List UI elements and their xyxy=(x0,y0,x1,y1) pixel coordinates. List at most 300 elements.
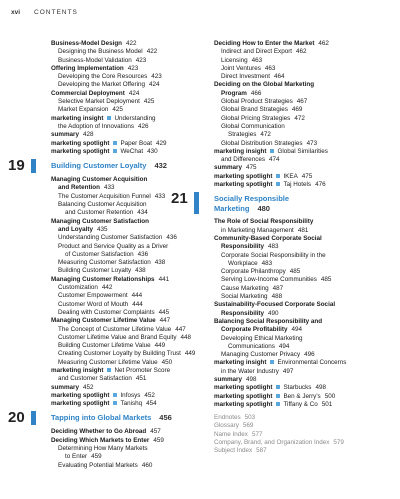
entry-text: Responsibility xyxy=(221,243,265,251)
page-number: 467 xyxy=(296,98,308,106)
page-number: 577 xyxy=(251,430,263,438)
feature-entry[interactable] xyxy=(214,148,386,156)
back-matter-entry[interactable] xyxy=(214,431,386,439)
page-number: 425 xyxy=(112,106,123,114)
page-number: 579 xyxy=(333,439,344,447)
entry-text: Creating Customer Loyalty by Building Trust xyxy=(58,350,181,358)
feature-entry[interactable] xyxy=(214,384,386,392)
entry-text: Selective Market Deployment xyxy=(58,98,140,106)
entry-text: summary xyxy=(51,131,80,139)
entry-text: Global Product Strategies xyxy=(221,98,293,106)
toc-entry[interactable] xyxy=(214,106,386,114)
page-number: 430 xyxy=(147,147,158,155)
toc-entry[interactable] xyxy=(51,267,193,275)
entry-text: Designing the Business Model xyxy=(58,48,143,56)
feature-entry[interactable] xyxy=(214,181,386,189)
feature-marker: marketing insight xyxy=(214,147,267,155)
toc-entry[interactable] xyxy=(51,48,193,56)
page-number: 448 xyxy=(180,333,192,341)
toc-entry[interactable] xyxy=(51,90,193,98)
page-number: 423 xyxy=(135,56,147,64)
toc-entry-continuation[interactable] xyxy=(214,156,386,164)
chapter-title-link[interactable] xyxy=(51,162,167,170)
feature-marker: marketing spotlight xyxy=(51,147,110,155)
page-number: 449 xyxy=(154,342,166,350)
entry-text: Tiffany & Co xyxy=(283,400,318,408)
entry-text: Cause Marketing xyxy=(221,284,269,292)
toc-entry-continuation[interactable] xyxy=(51,226,193,234)
entry-text: Responsibility xyxy=(221,309,265,317)
chapter-title-link[interactable] xyxy=(214,194,344,213)
square-bullet-icon xyxy=(276,385,280,389)
entry-text: Dealing with Customer Complaints xyxy=(58,308,155,316)
entry-text: Endnotes xyxy=(214,414,241,422)
page-number: 429 xyxy=(155,139,167,147)
chapter-title: Building Customer Loyalty xyxy=(51,161,147,171)
entry-text: of Customer Satisfaction xyxy=(65,250,134,258)
entry-text: Measuring Customer Satisfaction xyxy=(58,259,151,267)
toc-entry[interactable] xyxy=(51,428,193,436)
toc-entry[interactable] xyxy=(214,285,386,293)
entry-text: Starbucks xyxy=(283,384,312,392)
toc-entry-continuation[interactable] xyxy=(51,453,193,461)
feature-marker: marketing spotlight xyxy=(51,391,110,399)
entry-text: Measuring Customer Lifetime Value xyxy=(58,358,158,366)
page-number: 434 xyxy=(137,209,148,217)
page-number: 452 xyxy=(144,391,155,399)
entry-text: Program xyxy=(221,89,247,97)
toc-entry-continuation[interactable] xyxy=(214,260,386,268)
chapter-number: 19 xyxy=(8,157,25,175)
entry-text: Global Brand Strategies xyxy=(221,106,288,114)
page-number: 472 xyxy=(294,114,305,122)
page-number: 463 xyxy=(251,56,263,64)
page-number: 497 xyxy=(282,367,294,375)
feature-marker: marketing spotlight xyxy=(214,181,273,189)
chapter-heading xyxy=(8,409,193,427)
toc-entry[interactable] xyxy=(214,48,386,56)
page-number: 450 xyxy=(161,358,173,366)
page-number: 435 xyxy=(97,225,108,233)
entry-text: IKEA xyxy=(283,172,298,180)
page-number: 488 xyxy=(271,293,283,301)
toc-entry[interactable] xyxy=(51,326,193,334)
feature-marker: marketing insight xyxy=(51,366,104,374)
entry-text: and Customer Retention xyxy=(65,209,134,217)
page-number: 498 xyxy=(315,384,326,392)
page-number: 433 xyxy=(154,192,166,200)
chapter-heading xyxy=(171,190,386,216)
summary-entry[interactable] xyxy=(214,164,386,172)
entry-text: Managing Customer Lifetime Value xyxy=(51,317,156,325)
page-number: 480 xyxy=(257,203,270,213)
page-number: 424 xyxy=(149,81,160,89)
feature-entry[interactable] xyxy=(214,359,386,367)
entry-text: Customer Word of Mouth xyxy=(58,300,129,308)
entry-text: Determining How Many Markets xyxy=(58,445,148,453)
toc-entry[interactable] xyxy=(51,317,193,325)
entry-text: Managing Customer Privacy xyxy=(221,351,301,359)
entry-text: Corporate Social Responsibility in the xyxy=(221,251,326,259)
entry-text: Tanishq xyxy=(120,400,143,408)
entry-text: Global Distribution Strategies xyxy=(221,139,303,147)
entry-text: The Concept of Customer Lifetime Value xyxy=(58,325,172,333)
entry-text: Corporate Profitability xyxy=(221,326,288,334)
entry-text: The Role of Social Responsibility xyxy=(214,218,314,226)
entry-text: Building Customer Lifetime Value xyxy=(58,342,151,350)
toc-entry[interactable] xyxy=(214,318,386,326)
toc-entry[interactable] xyxy=(51,176,193,184)
entry-text: and Differences xyxy=(221,156,265,164)
feature-marker: marketing spotlight xyxy=(214,392,273,400)
page-number: 503 xyxy=(244,414,256,422)
square-bullet-icon xyxy=(276,182,280,186)
page-number: 425 xyxy=(143,98,155,106)
toc-entry[interactable] xyxy=(51,259,193,267)
page-number: 422 xyxy=(146,48,158,56)
entry-text: Direct Investment xyxy=(221,73,270,81)
entry-text: to Enter xyxy=(65,453,88,461)
page-number: 485 xyxy=(289,268,301,276)
page-header xyxy=(11,9,78,21)
page-number: 500 xyxy=(324,392,336,400)
entry-text: Workplace xyxy=(228,259,258,267)
toc-entry[interactable] xyxy=(51,334,193,342)
entry-text: Market Expansion xyxy=(58,106,109,114)
toc-entry[interactable] xyxy=(214,252,386,260)
chapter-color-bar xyxy=(194,192,199,214)
page-number: 444 xyxy=(131,292,143,300)
back-matter-entry[interactable] xyxy=(214,414,386,422)
toc-entry[interactable] xyxy=(51,462,193,470)
toc-entry[interactable] xyxy=(214,65,386,73)
page-number: 452 xyxy=(83,383,94,391)
entry-text: summary xyxy=(214,164,243,172)
feature-entry[interactable] xyxy=(51,148,193,156)
feature-marker: marketing spotlight xyxy=(214,172,273,180)
page-number: 445 xyxy=(158,308,170,316)
toc-entry[interactable] xyxy=(51,445,193,453)
feature-entry[interactable] xyxy=(51,367,193,375)
toc-entry-continuation[interactable] xyxy=(214,310,386,318)
toc-entry[interactable] xyxy=(51,98,193,106)
toc-entry-continuation[interactable] xyxy=(51,123,193,131)
page-number: 476 xyxy=(315,181,326,189)
entry-text: in the Water Industry xyxy=(221,367,279,375)
square-bullet-icon xyxy=(276,394,280,398)
entry-text: Company, Brand, and Organization Index xyxy=(214,439,330,447)
toc-entry[interactable] xyxy=(51,243,193,251)
entry-text: Deciding Which Markets to Enter xyxy=(51,436,150,444)
toc-entry[interactable] xyxy=(51,301,193,309)
square-bullet-icon xyxy=(113,141,117,145)
page-number: 456 xyxy=(159,413,172,423)
entry-text: Offering Implementation xyxy=(51,64,124,72)
square-bullet-icon xyxy=(113,393,117,397)
square-bullet-icon xyxy=(107,368,111,372)
entry-text: Joint Ventures xyxy=(221,64,261,72)
page-number: 438 xyxy=(135,267,146,275)
feature-marker: marketing spotlight xyxy=(51,400,110,408)
toc-entry[interactable] xyxy=(214,140,386,148)
entry-text: and Customer Satisfaction xyxy=(58,375,132,383)
page-number: 432 xyxy=(154,161,167,171)
entry-text: Deciding on the Global Marketing xyxy=(214,81,315,89)
page-number: 426 xyxy=(137,122,149,130)
page-number: 587 xyxy=(256,447,267,455)
feature-marker: marketing spotlight xyxy=(51,139,110,147)
entry-text: summary xyxy=(214,375,243,383)
page-number: 449 xyxy=(184,350,196,358)
entry-text: Paper Boat xyxy=(120,139,152,147)
toc-entry[interactable] xyxy=(214,57,386,65)
entry-text: Global Pricing Strategies xyxy=(221,114,291,122)
back-matter-entry[interactable] xyxy=(214,439,386,447)
entry-text: Developing Ethical Marketing xyxy=(221,334,303,342)
entry-text: Global Similarities xyxy=(277,147,328,155)
summary-entry[interactable] xyxy=(51,384,193,392)
toc-entry-continuation[interactable] xyxy=(214,368,386,376)
toc-entry-continuation[interactable] xyxy=(214,243,386,251)
feature-entry[interactable] xyxy=(51,140,193,148)
square-bullet-icon xyxy=(270,360,274,364)
square-bullet-icon xyxy=(113,401,117,405)
entry-text: Managing Customer Relationships xyxy=(51,275,155,283)
toc-entry[interactable] xyxy=(214,335,386,343)
page-number: 441 xyxy=(158,275,170,283)
entry-text: Building Customer Loyalty xyxy=(58,267,132,275)
page-number: 423 xyxy=(151,73,162,81)
entry-text: and Retention xyxy=(58,184,100,192)
entry-text: Environmental Concerns xyxy=(277,359,347,367)
entry-text: WeChat xyxy=(120,147,144,155)
toc-entry[interactable] xyxy=(51,359,193,367)
toc-entry[interactable] xyxy=(51,57,193,65)
toc-entry[interactable] xyxy=(51,437,193,445)
entry-text: Balancing Customer Acquisition xyxy=(58,201,147,209)
square-bullet-icon xyxy=(276,174,280,178)
page-number: 460 xyxy=(141,461,153,469)
toc-entry[interactable] xyxy=(51,350,196,358)
page-number: 475 xyxy=(246,164,257,172)
page-number: 459 xyxy=(91,453,102,461)
running-head: CONTENTS xyxy=(34,9,78,16)
entry-text: Customer Empowerment xyxy=(58,292,128,300)
page-number: 469 xyxy=(291,106,303,114)
toc-entry-continuation[interactable] xyxy=(214,343,386,351)
feature-marker: marketing insight xyxy=(51,114,104,122)
square-bullet-icon xyxy=(270,149,274,153)
page-number: 433 xyxy=(103,184,115,192)
page-number: 436 xyxy=(166,234,177,242)
page-number: 451 xyxy=(135,375,147,383)
toc-entry[interactable] xyxy=(214,276,386,284)
page-number: 473 xyxy=(306,139,318,147)
chapter-title-link[interactable] xyxy=(51,414,172,422)
toc-entry[interactable] xyxy=(214,81,386,89)
entry-text: Global Communication xyxy=(221,122,285,130)
entry-text: Glossary xyxy=(214,422,239,430)
entry-text: Ben & Jerry's xyxy=(283,392,321,400)
back-matter-entry[interactable] xyxy=(214,422,386,430)
toc-entry[interactable] xyxy=(51,65,193,73)
toc-entry[interactable] xyxy=(214,98,386,106)
toc-entry[interactable] xyxy=(214,40,386,48)
page-number: 498 xyxy=(246,375,257,383)
entry-text: Infosys xyxy=(120,391,141,399)
chapter-color-bar xyxy=(31,159,36,173)
entry-text: Managing Customer Acquisition xyxy=(51,176,148,184)
feature-entry[interactable] xyxy=(214,401,386,409)
page-number: 475 xyxy=(301,172,313,180)
toc-entry[interactable] xyxy=(214,115,386,123)
page-number: 494 xyxy=(291,326,302,334)
entry-text: Balancing Social Responsibility and xyxy=(214,317,323,325)
feature-entry[interactable] xyxy=(214,393,386,401)
entry-text: Indirect and Direct Export xyxy=(221,48,293,56)
page-number: 481 xyxy=(297,226,309,234)
square-bullet-icon xyxy=(276,402,280,406)
page-number: 472 xyxy=(260,131,271,139)
page-number: 447 xyxy=(175,325,186,333)
entry-text: Developing the Market Offering xyxy=(58,81,146,89)
square-bullet-icon xyxy=(113,149,117,153)
entry-text: Social Marketing xyxy=(221,293,268,301)
feature-entry[interactable] xyxy=(51,115,193,123)
toc-entry[interactable] xyxy=(214,351,386,359)
entry-text: Developing the Core Resources xyxy=(58,73,148,81)
entry-text: Customization xyxy=(58,284,98,292)
entry-text: Managing Customer Satisfaction xyxy=(51,217,149,225)
page-number: 483 xyxy=(261,259,273,267)
entry-text: in Marketing Management xyxy=(221,226,294,234)
toc-entry[interactable] xyxy=(214,218,386,226)
entry-text: Corporate Philanthropy xyxy=(221,268,286,276)
toc-entry-continuation[interactable] xyxy=(214,326,386,334)
toc-entry-continuation[interactable] xyxy=(214,131,386,139)
feature-marker: marketing insight xyxy=(214,359,267,367)
entry-text: Licensing xyxy=(221,56,248,64)
toc-entry[interactable] xyxy=(51,40,193,48)
chapter-title: Tapping into Global Markets xyxy=(51,413,152,423)
page-number: 462 xyxy=(318,40,329,47)
feature-entry[interactable] xyxy=(51,392,193,400)
toc-entry[interactable] xyxy=(51,342,193,350)
feature-marker: marketing spotlight xyxy=(214,384,273,392)
toc-entry[interactable] xyxy=(51,309,193,317)
toc-entry[interactable] xyxy=(214,235,386,243)
page-number: 464 xyxy=(274,73,285,81)
toc-entry[interactable] xyxy=(51,218,193,226)
page-number: 569 xyxy=(242,422,254,430)
entry-text: Deciding Whether to Go Abroad xyxy=(51,428,147,436)
chapter-color-bar xyxy=(31,411,36,425)
toc-entry-continuation[interactable] xyxy=(51,251,193,259)
entry-text: Product and Service Quality as a Driver xyxy=(58,242,169,250)
page-number: 463 xyxy=(264,64,276,72)
feature-marker: marketing spotlight xyxy=(214,400,273,408)
toc-entry[interactable] xyxy=(214,73,386,81)
entry-text: Business-Model Design xyxy=(51,40,123,47)
page-number: 428 xyxy=(83,131,94,139)
toc-entry[interactable] xyxy=(51,234,193,242)
page-number: 444 xyxy=(132,300,143,308)
entry-text: Customer Lifetime Value and Brand Equity xyxy=(58,333,177,341)
entry-text: Name Index xyxy=(214,430,248,438)
toc-entry[interactable] xyxy=(214,123,386,131)
feature-entry[interactable] xyxy=(214,173,386,181)
entry-text: summary xyxy=(51,383,80,391)
toc-left-column xyxy=(8,40,196,470)
page-number: 436 xyxy=(137,250,149,258)
page-number: 442 xyxy=(101,284,113,292)
entry-text: Understanding xyxy=(114,114,156,122)
entry-text: Community-Based Corporate Social xyxy=(214,234,322,242)
toc-entry[interactable] xyxy=(51,292,193,300)
toc-entry[interactable] xyxy=(214,301,386,309)
toc-entry[interactable] xyxy=(214,268,386,276)
chapter-number: 20 xyxy=(8,409,25,427)
back-matter-entry[interactable] xyxy=(214,447,386,455)
summary-entry[interactable] xyxy=(51,131,193,139)
entry-text: Sustainability-Focused Corporate Social xyxy=(214,301,336,309)
entry-text: Net Promoter Score xyxy=(114,366,171,374)
toc-entry[interactable] xyxy=(51,284,193,292)
toc-entry[interactable] xyxy=(51,106,193,114)
entry-text: Deciding How to Enter the Market xyxy=(214,40,315,47)
toc-entry[interactable] xyxy=(51,276,193,284)
entry-text: Strategies xyxy=(228,131,257,139)
page-number: 483 xyxy=(268,243,279,251)
toc-entry-continuation[interactable] xyxy=(214,90,386,98)
page-number: 459 xyxy=(153,436,164,444)
toc-entry[interactable] xyxy=(214,293,386,301)
page-number: xvi xyxy=(11,9,21,16)
feature-entry[interactable] xyxy=(51,400,193,408)
page-number: 438 xyxy=(154,259,166,267)
page-number: 462 xyxy=(296,48,307,56)
toc-entry-continuation[interactable] xyxy=(51,209,193,217)
toc-entry[interactable] xyxy=(51,81,193,89)
entry-text: Evaluating Potential Markets xyxy=(58,461,138,469)
entry-text: Understanding Customer Satisfaction xyxy=(58,234,163,242)
entry-text: Business-Model Validation xyxy=(58,56,132,64)
page-number: 422 xyxy=(126,40,137,47)
page-number: 454 xyxy=(146,400,157,408)
square-bullet-icon xyxy=(107,116,111,120)
page-number: 423 xyxy=(127,64,139,72)
page-number: 487 xyxy=(272,284,284,292)
entry-text: Subject Index xyxy=(214,447,253,455)
page-number: 496 xyxy=(304,351,315,359)
page-number: 466 xyxy=(250,89,262,97)
toc-entry-continuation[interactable] xyxy=(51,375,193,383)
chapter-title: Socially Responsible Marketing xyxy=(214,194,290,213)
page-number: 474 xyxy=(269,156,280,164)
entry-text: and Loyalty xyxy=(58,225,93,233)
page-number: 494 xyxy=(278,342,290,350)
entry-text: The Customer Acquisition Funnel xyxy=(58,192,151,200)
entry-text: Commercial Deployment xyxy=(51,89,125,97)
page-number: 501 xyxy=(321,400,333,408)
toc-entry-continuation[interactable] xyxy=(214,227,386,235)
entry-text: Communications xyxy=(228,342,275,350)
toc-entry[interactable] xyxy=(51,73,193,81)
summary-entry[interactable] xyxy=(214,376,386,384)
page-number: 457 xyxy=(150,428,161,436)
page-number: 490 xyxy=(268,309,279,317)
chapter-number: 21 xyxy=(171,190,188,208)
